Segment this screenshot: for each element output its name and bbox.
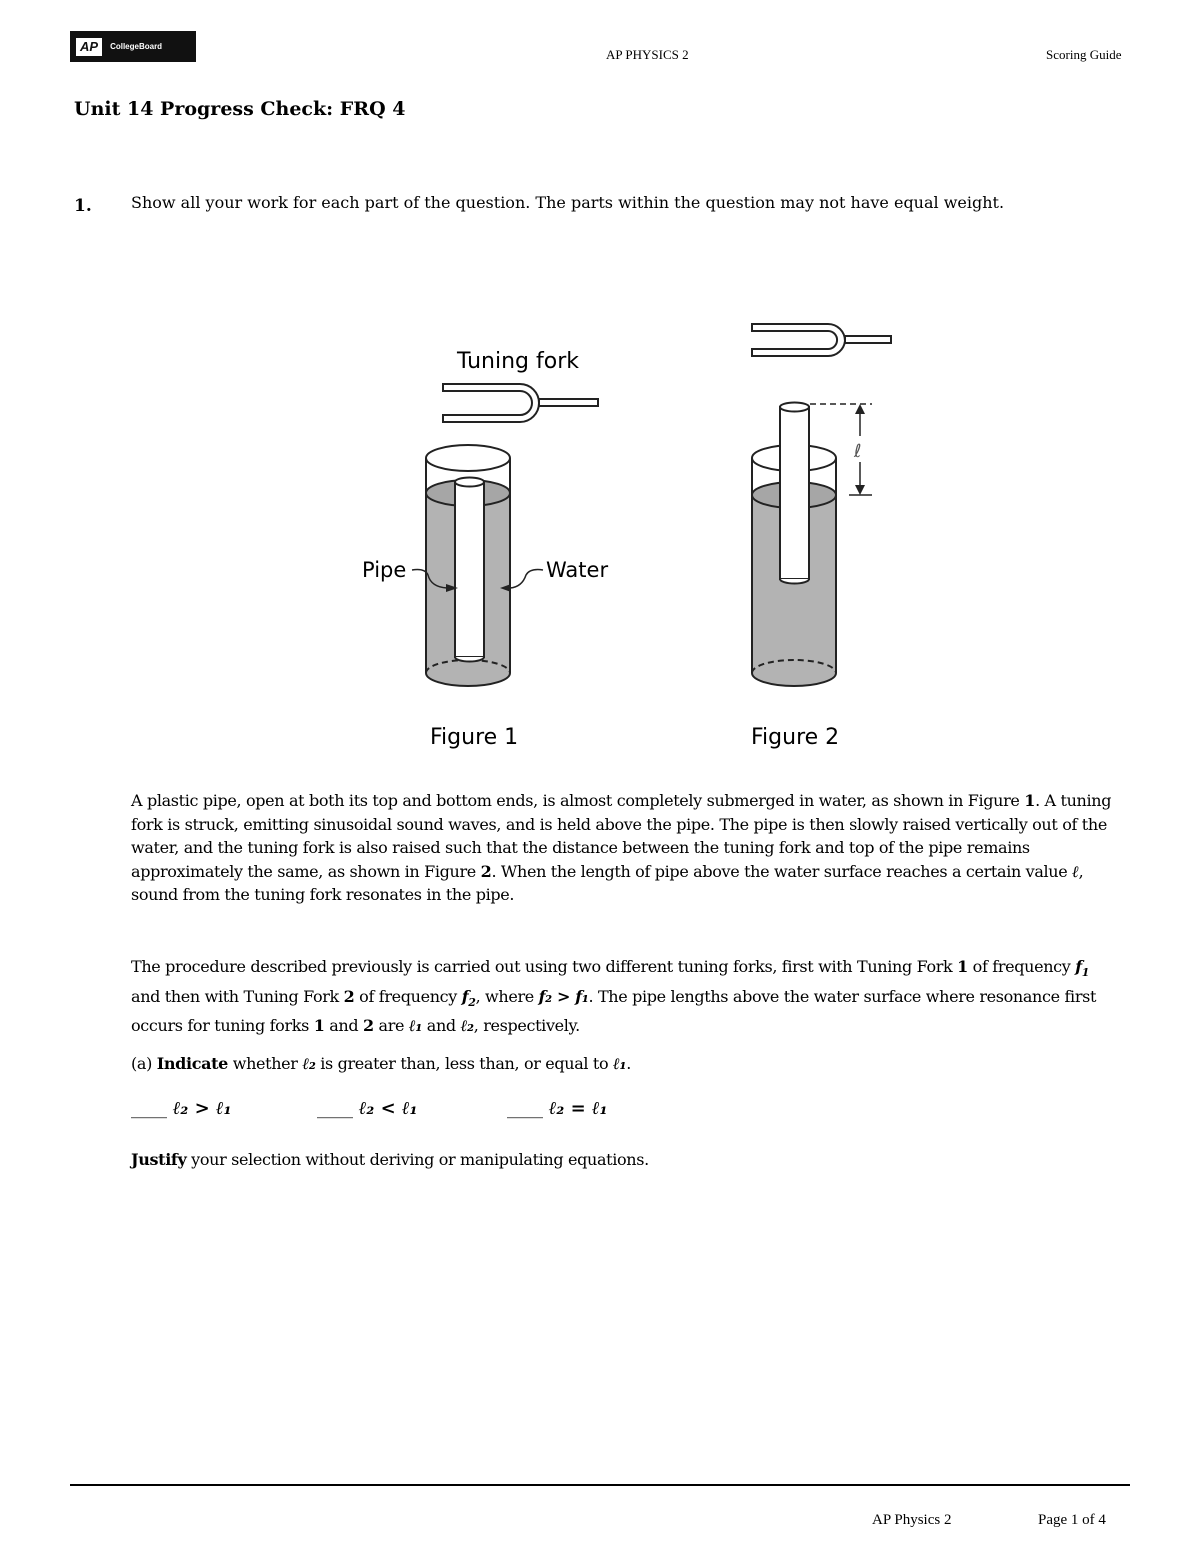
figure-1-caption: Figure 1 — [430, 725, 519, 750]
pipe-resonance-figure — [0, 300, 1200, 770]
figure-2-caption: Figure 2 — [751, 725, 840, 750]
choice-expression: ℓ₂ > ℓ₁ — [172, 1098, 232, 1119]
length-arrow-down — [855, 485, 865, 495]
question-number: 1. — [74, 196, 92, 216]
answer-choices — [131, 1098, 1031, 1119]
ap-college-board-logo — [70, 31, 196, 62]
part-a-prompt: (a) Indicate whether ℓ₂ is greater than, less than, or equal to ℓ₁. — [131, 1054, 631, 1073]
college-board-logo-text: CollegeBoard — [110, 42, 163, 51]
footer-divider — [70, 1484, 1130, 1486]
water-label: Water — [546, 558, 609, 582]
header-course: AP PHYSICS 2 — [606, 47, 689, 62]
footer-course: AP Physics 2 — [872, 1512, 952, 1528]
justify-prompt: Justify your selection without deriving or manipulating equations. — [131, 1150, 649, 1169]
container-rim-1 — [426, 445, 510, 471]
choice-blank[interactable]: ____ — [317, 1098, 353, 1119]
water-leader-line — [510, 570, 543, 588]
pipe-1 — [455, 482, 484, 657]
header-guide: Scoring Guide — [1046, 47, 1122, 62]
length-label: ℓ — [854, 441, 862, 462]
tuning-fork-label: Tuning fork — [457, 349, 579, 374]
footer-page-number: Page 1 of 4 — [1038, 1512, 1106, 1528]
choice-blank[interactable]: ____ — [507, 1098, 543, 1119]
tuning-fork-2 — [752, 324, 891, 356]
choice-less[interactable] — [317, 1098, 507, 1119]
choice-expression: ℓ₂ = ℓ₁ — [548, 1098, 608, 1119]
procedure-description: The procedure described previously is carried out using two different tuning forks, first with Tuning Fork 1 of frequency $f_1$ and then with Tuning Fork 2 of frequency $f_2$, where f₂ > f₁. The pipe lengths above the water surface where resonance first occurs for tuning forks 1 and 2 are ℓ₁ and ℓ₂, respectively. — [131, 957, 1097, 1036]
pipe-2 — [780, 407, 809, 579]
length-arrow-up — [855, 404, 865, 414]
ell-symbol: ℓ — [1072, 861, 1079, 881]
page-title: Unit 14 Progress Check: FRQ 4 — [74, 98, 406, 120]
choice-blank[interactable]: ____ — [131, 1098, 167, 1119]
choice-greater[interactable] — [131, 1098, 317, 1119]
problem-description: A plastic pipe, open at both its top and bottom ends, is almost completely submerged in water, as shown in Figure 1. A tuning fork is struck, emitting sinusoidal sound waves, and is held above the pipe. The pipe is then slowly raised vertically out of the water, and the tuning fork is also raised such that the distance between the tuning fork and top of the pipe remains approximately the same, as shown in Figure 2. When the length of pipe above the water surface reaches a certain value ℓ, sound from the tuning fork resonates in the pipe. — [131, 791, 1112, 904]
tuning-fork-1 — [443, 384, 598, 422]
ap-logo-text: AP — [76, 38, 102, 56]
choice-expression: ℓ₂ < ℓ₁ — [358, 1098, 418, 1119]
choice-equal[interactable] — [507, 1098, 608, 1119]
question-instructions: Show all your work for each part of the question. The parts within the question may not have equal weight. — [131, 193, 1005, 212]
pipe-label: Pipe — [362, 558, 407, 582]
